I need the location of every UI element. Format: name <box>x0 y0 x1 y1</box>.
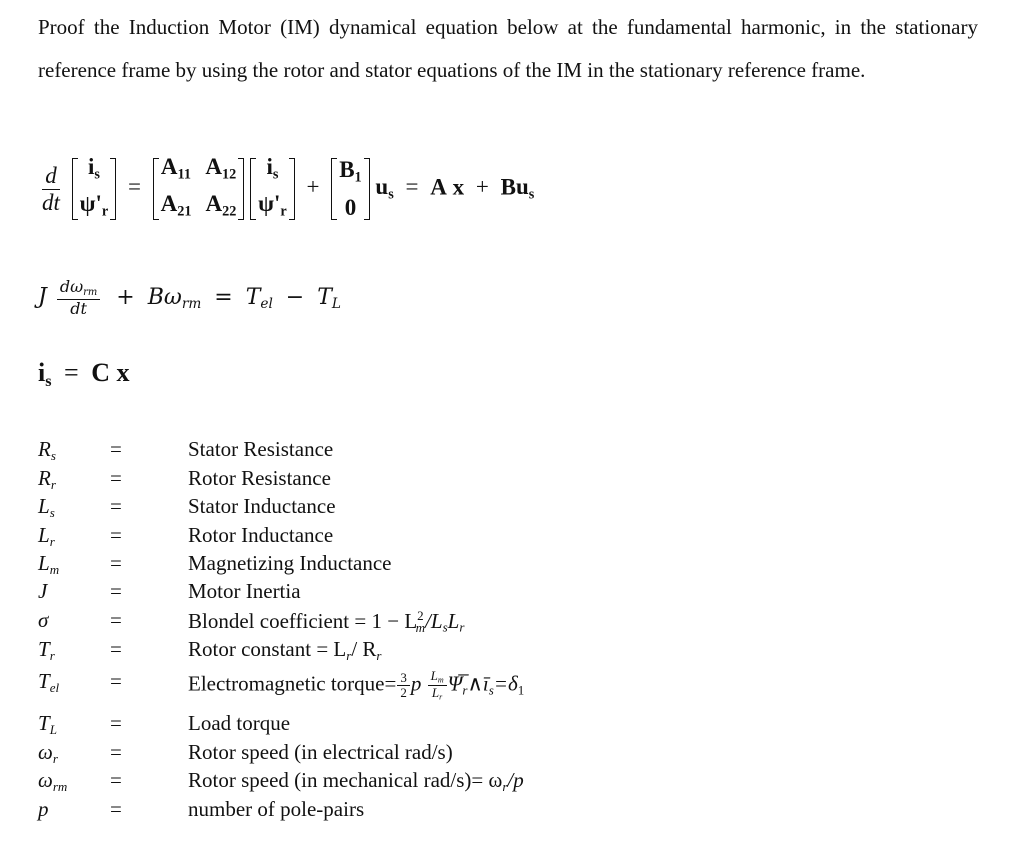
speed-derivative: $\frac{d\omega_{rm}}{dt}$ <box>57 278 100 317</box>
state-space-equation <box>36 153 535 220</box>
input-u-s: $u_s$ <box>375 174 394 203</box>
minus-sign: − <box>285 284 305 310</box>
equals-sign-2: = <box>405 174 419 200</box>
plus-sign-2: + <box>475 174 489 200</box>
input-matrix-B: $B_1$ 0 <box>331 158 369 220</box>
rhs-u-s: $u_s$ <box>515 174 535 203</box>
equals-sign: = <box>127 174 141 200</box>
state-vector-right: $i_s$ $\psi'_r$ <box>250 158 295 220</box>
mechanical-equation <box>38 278 341 317</box>
output-equation: $i_s = C$ x <box>38 358 130 390</box>
inertia-symbol: J <box>38 284 47 310</box>
state-vector-left: $i_s$ $\psi'_r$ <box>72 158 117 220</box>
load-torque-term: $T_L$ <box>317 284 341 312</box>
electromagnetic-torque-term: $T_{el}$ <box>245 284 273 312</box>
rhs-B: B <box>500 174 516 200</box>
friction-term: $B\omega_{rm}$ <box>147 284 202 312</box>
rhs-x: x <box>452 174 465 200</box>
problem-statement: Proof the Induction Motor (IM) dynamical equation below at the fundamental harmonic, in the stationary reference frame by using the rotor and stator equations of the IM in the stationary reference frame. <box>38 15 978 82</box>
derivative-operator: $\frac{d}{dt}$ <box>42 163 60 215</box>
plus-sign: + <box>306 174 320 200</box>
document-page: Proof the Induction Motor (IM) dynamical equation below at the fundamental harmonic, in the stationary reference frame by using the rotor and stator equations of the IM in the stationary reference frame. $\frac{d}{dt}$ $i_s$ $\psi'_r$ = $A_{11}$ $A_{12}$ $A_{21}$ $A_{22}$ $i_s$ $\psi'_r$ + $B_1$ 0 $u_s = A$ $x + Bu_s$ J $\frac{d\omega_{rm}}{dt}$ + $B\omega_{rm} = T_{el} - T_L$ $i_s = C$ x $R_s$ = Stator Resistance $R_r$ = Rotor Resistance $L_s$ = Stator Inductance $L_r$ = Rotor Inductance $L_m$ = Magnetizing Inductance J = Motor Inertia σ = Blondel coefficient = $1 - L^2_m/L_sL_r$ $T_r$ = Rotor constant = $L_r/$ $R_r$ $T_{el}$ = Electromagnetic torque= $\frac{3}{2}$ p $\frac{L_m}{L_r}$ $\Psi̅_r\wedge ī_s=\delta_1$ $T_L$ = Load torque $\omega_r$ = Rotor speed (in electrical rad/s) $\omega_{rm}$ = Rotor speed (in mechanical $rad/s)= \omega_r/p$ p = number of pole-pairs <box>0 0 1024 846</box>
equals-sign-3: = <box>214 284 233 310</box>
plus-sign-3: + <box>116 284 135 310</box>
system-matrix-A: $A_{11}$ $A_{12}$ $A_{21}$ $A_{22}$ <box>153 158 245 220</box>
rhs-A: A <box>430 174 447 200</box>
